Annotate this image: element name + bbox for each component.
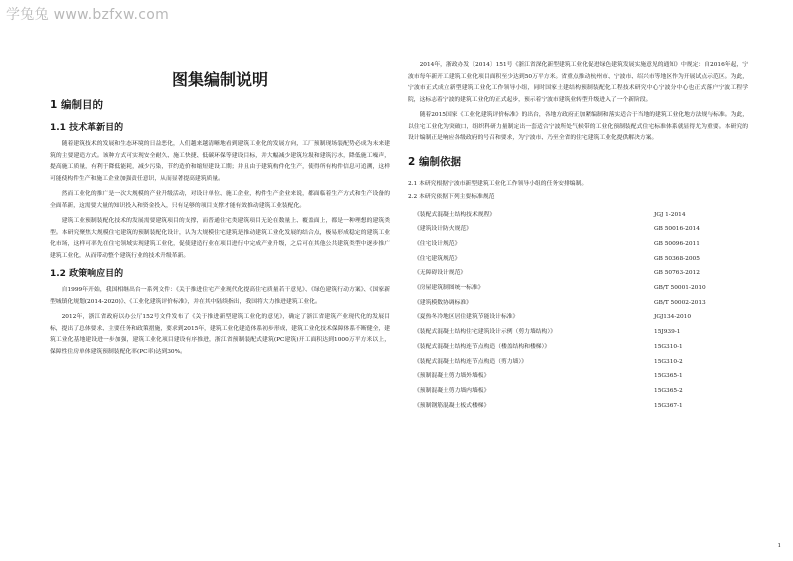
list-item: [414, 310, 724, 325]
standard-name: 《建筑模数协调标准》: [414, 299, 472, 306]
standard-name: 《建筑设计防火规范》: [414, 226, 472, 233]
standard-name: 《夏热冬冷地区居住建筑节能设计标准》: [414, 314, 519, 321]
list-item: [414, 399, 724, 414]
standard-code: GB/T 50001-2010: [654, 285, 706, 292]
list-item: [414, 281, 724, 296]
standard-code: GB 50763-2012: [654, 270, 700, 277]
list-item: [414, 355, 724, 370]
standard-code: GB 50368-2005: [654, 255, 700, 262]
paragraph: 自1999年开始，我国相继出台一系列文件：《关于推进住宅产业现代化提高住宅质量若干意见》、《绿色建筑行动方案》、《国家新型城镇化规划(2014-2020)》、《工业化建筑评价标准》，并在其中陆续指出，我国将大力推进建筑工业化。: [50, 287, 390, 305]
paragraph: 建筑工业预制装配化技术的发展需要建筑项目的支撑，而普通住宅类建筑项目无论在数量上、覆盖面上，都是一种理想的建筑类型。本研究聚焦大规模住宅建筑的预制装配化设计，认为大规模住宅建筑是推动建筑工业化发展的结合点，极易形成稳定的建筑工业化市场，这样可率先在住宅领域实现建筑工业化，促使建造行业在项目进行中完成产业升级，之后可在其他公共建筑类型中逐步推广建筑工业化，从而带动整个建筑行业的技术升级革新。: [50, 218, 390, 259]
standard-code: 15G310-1: [654, 343, 683, 350]
standard-code: JGJ134-2010: [654, 314, 692, 321]
standard-name: 《装配式混凝土结构住宅建筑设计示例（剪力墙结构）》: [414, 329, 557, 336]
page-title: 图集编制说明: [171, 70, 268, 89]
list-item: [414, 296, 724, 311]
section-heading-1: 1 编制目的: [50, 99, 103, 111]
standard-code: GB 50016-2014: [654, 226, 700, 233]
list-item: [414, 208, 724, 223]
paragraph: 2012年，浙江省政府以办公厅152号文件发布了《关于推进新型建筑工业化的意见》，确定了浙江省建筑产业现代化的发展目标，提出了总体要求、主要任务和政策措施，要求到2015年，建筑工业化建造体系初步形成，建筑工业化技术保障体系不断健全，建筑工业化基地建设进一步加强，建筑工业化项目建设有序推进，浙江省预制装配式建筑(PC建筑)开工面积达到1000万平方米以上，保障性住房单体建筑预制装配化率(PC率)达到30%。: [50, 314, 390, 355]
standard-name: 《装配式混凝土结构连节点构造（剪力墙）》: [414, 358, 528, 365]
left-column: [50, 70, 390, 362]
standard-name: 《预制钢筋混凝土板式楼梯》: [414, 402, 490, 409]
standard-code: GB/T 50002-2013: [654, 299, 706, 306]
standard-code: 15J939-1: [654, 329, 681, 336]
standard-code: 15G365-2: [654, 387, 683, 394]
page-number: 1: [777, 543, 781, 549]
standards-list: [414, 208, 724, 414]
list-item: [414, 266, 724, 281]
standard-code: 15G310-2: [654, 358, 683, 365]
list-item: [414, 325, 724, 340]
section-heading-1-2: 1.2 政策响应目的: [50, 269, 124, 279]
standard-name: 《住宅建筑规范》: [414, 255, 461, 262]
paragraph: 随着2015国家《工业化建筑评价标准》的出台，各地方政府正加紧编制和落实适合于当地的建筑工业化地方法规与标准。为此，以住宅工业化为突破口，组织科研力量制定出一套适合宁波所处气候带的工业化预制装配式住宅标准体系就显得尤为重要。本研究的设计编制正是响应各级政府的号召和要求，为宁波市、乃至全省的住宅建筑工业化提供解决方案。: [408, 112, 748, 141]
list-item: [414, 222, 724, 237]
list-item: [414, 237, 724, 252]
right-column: [408, 60, 748, 413]
list-item: [414, 340, 724, 355]
paragraph: 随着建筑技术的发展和生态环境的日益恶化，人们越来越清晰地看到建筑工业化的发展方向，工厂预制现场装配势必成为未来建筑的主要建造方式。该种方式可实现安全耐久、施工快捷、低碳环保等建设目标，并大幅减少建筑垃圾和建筑污水，降低施工噪声，提高施工质量，有利于降低能耗，减少污染，节约造价和缩短建设工期；并且由于建筑构件化生产，使得所有构件信息可追溯，这样可能使构件生产和施工企业加强责任意识，从而显著提高建筑质量。: [50, 141, 390, 182]
paragraph: 然而工业化的推广是一次大规模的产业升级活动，对设计单位、施工企业，构件生产企业来说，都面临着生产方式和生产设备的全面革新，这需要大量的知识投入和资金投入，只有足够的项目支撑才能有效推动建筑工业装配化。: [50, 191, 390, 209]
standard-name: 《房屋建筑制图统一标准》: [414, 285, 484, 292]
section-heading-2: 2 编制依据: [408, 155, 461, 168]
standard-name: 《预制混凝土剪力墙外墙板》: [414, 373, 490, 380]
standard-code: 15G365-1: [654, 373, 683, 380]
clause-2-1: 2.1 本研究根据宁波市新型建筑工业化工作领导小组的任务安排编制。: [408, 180, 588, 187]
clause-2-2: 2.2 本研究依据下列主要标准规范: [408, 194, 495, 200]
watermark-text: 学兔兔 www.bzfxw.com: [6, 7, 170, 23]
standard-code: GB 50096-2011: [654, 240, 700, 247]
list-item: [414, 252, 724, 267]
list-item: [414, 384, 724, 399]
standard-code: JGJ 1-2014: [654, 211, 686, 218]
paragraph: 2014年，浙政办发〔2014〕151号《浙江省深化新型建筑工业化促进绿色建筑发展实施意见的通知》中规定：自2016年起，宁波市每年新开工建筑工业化项目面积至少达到50万平方米。省重点推动杭州市、宁波市、绍兴市等地区作为开展试点示范区。为此，宁波市正式成立新型建筑工业化工作领导小组，同时国家土建结构预制装配化工程技术研究中心宁波分中心也正式落户宁波工程学院，这标志着宁波的建筑工业化的正式起步，预示着宁波市建筑业转型升级进入了一个新阶段。: [408, 62, 748, 103]
standard-name: 《无障碍设计规范》: [414, 270, 467, 277]
list-item: [414, 369, 724, 384]
standard-name: 《预制混凝土剪力墙内墙板》: [414, 387, 490, 394]
standard-name: 《住宅设计规范》: [414, 240, 461, 247]
section-heading-1-1: 1.1 技术革新目的: [50, 123, 124, 133]
standard-name: 《装配式混凝土结构连节点构造（楼盖结构和楼梯）》: [414, 343, 551, 350]
standard-name: 《装配式混凝土结构技术规程》: [414, 211, 496, 218]
standard-code: 15G367-1: [654, 402, 683, 409]
